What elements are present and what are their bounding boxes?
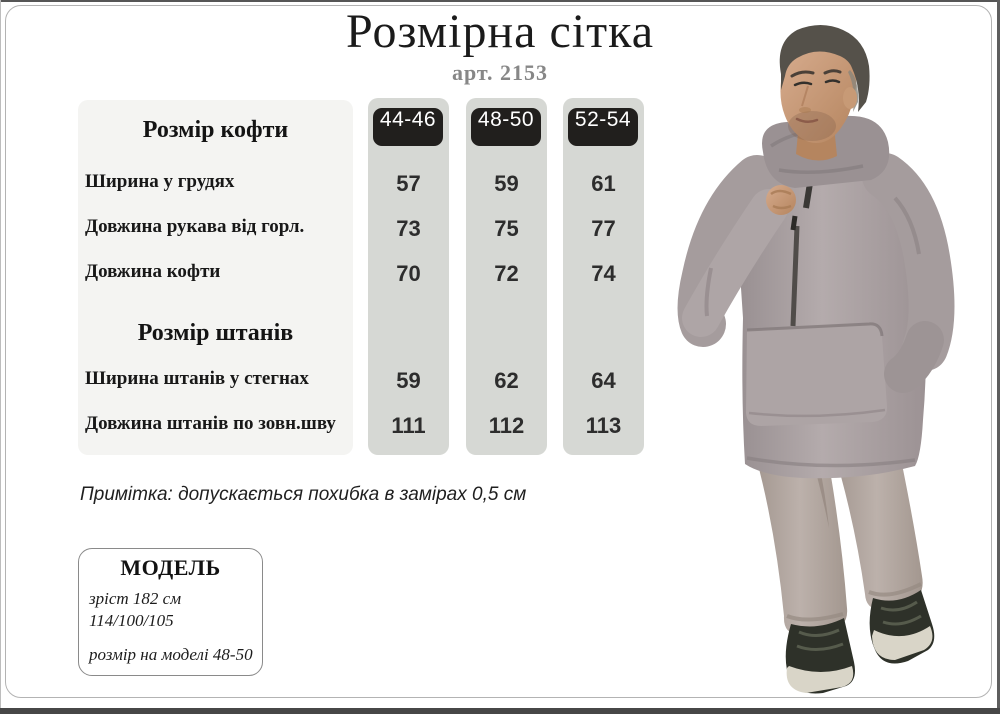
model-size: розмір на моделі 48-50 xyxy=(89,645,253,664)
cell-value: 57 xyxy=(396,171,421,196)
cell-value: 59 xyxy=(494,171,519,196)
cell-value: 64 xyxy=(591,368,616,393)
cell-value: 74 xyxy=(591,261,616,286)
tolerance-note: Примітка: допускається похибка в замірах 0,5 см xyxy=(80,484,527,505)
size-badge: 44-46 xyxy=(373,108,443,146)
page-title: Розмірна сітка xyxy=(346,5,654,58)
model-box-title: МОДЕЛЬ xyxy=(120,555,221,580)
size-column-52-54 xyxy=(563,98,644,455)
article-number: арт. 2153 xyxy=(451,60,549,85)
cell-value: 77 xyxy=(591,216,616,241)
model-photo-illustration xyxy=(645,18,995,698)
row-label-sweater-length: Довжина кофти xyxy=(85,261,221,282)
size-column-48-50 xyxy=(466,98,547,455)
size-column-44-46 xyxy=(368,98,449,455)
model-hand xyxy=(766,185,796,215)
size-badge: 48-50 xyxy=(471,108,541,146)
model-height: зріст 182 см xyxy=(89,589,182,608)
scan-edge-bottom xyxy=(0,708,1000,714)
section-header-sweater: Розмір кофти xyxy=(142,117,289,143)
cell-value: 70 xyxy=(396,261,421,286)
size-badge: 52-54 xyxy=(568,108,638,146)
stubble-shading xyxy=(788,111,836,141)
cell-value: 61 xyxy=(591,171,616,196)
cell-value: 59 xyxy=(396,368,421,393)
scan-edge-left xyxy=(0,0,1,714)
model-hoodie xyxy=(700,116,931,478)
cell-value: 72 xyxy=(494,261,519,286)
model-measurements: 114/100/105 xyxy=(89,611,174,630)
cell-value: 111 xyxy=(391,413,426,438)
size-table-label-panel xyxy=(78,100,353,455)
model-info-box xyxy=(78,548,263,676)
cell-value: 62 xyxy=(494,368,519,393)
cell-value: 112 xyxy=(488,413,525,438)
scan-edge-top xyxy=(0,0,1000,2)
row-label-sleeve-length: Довжина рукава від горл. xyxy=(85,216,305,237)
row-label-hip-width: Ширина штанів у стегнах xyxy=(85,368,309,389)
cell-value: 73 xyxy=(396,216,421,241)
cell-value: 113 xyxy=(585,413,622,438)
section-header-pants: Розмір штанів xyxy=(137,320,294,346)
row-label-chest-width: Ширина у грудях xyxy=(85,171,235,192)
row-label-pants-length: Довжина штанів по зовн.шву xyxy=(85,413,336,434)
cell-value: 75 xyxy=(494,216,519,241)
